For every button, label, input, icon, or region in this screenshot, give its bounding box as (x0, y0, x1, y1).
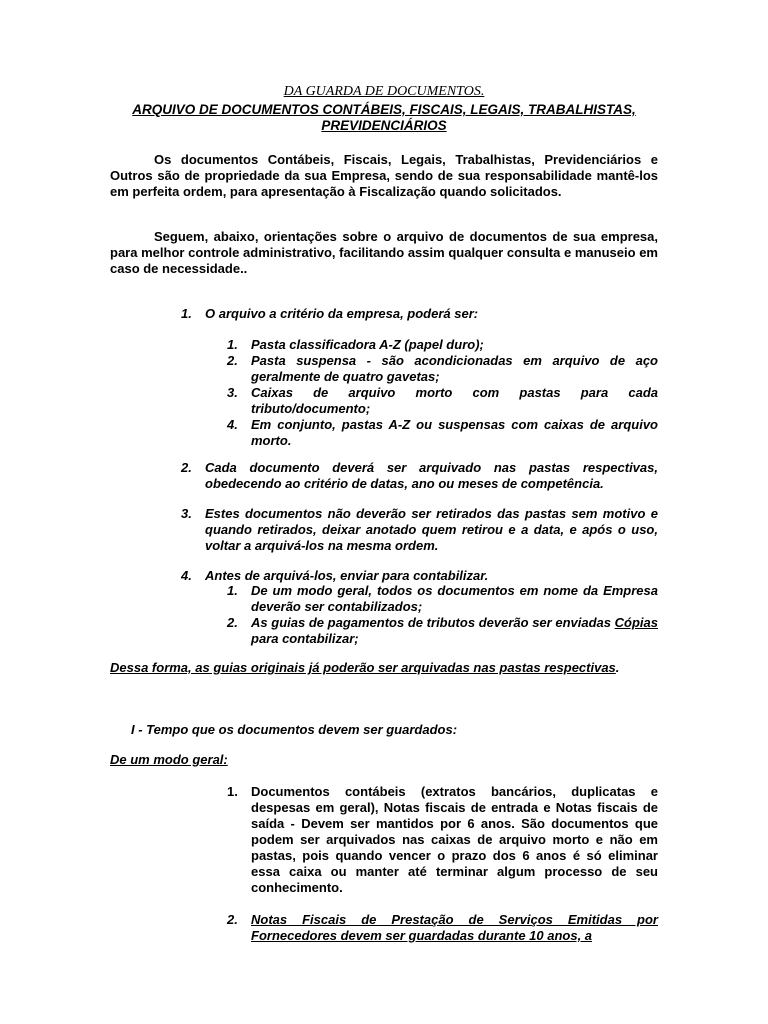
sublist-item-text: Pasta classificadora A-Z (papel duro); (251, 337, 484, 352)
document-subtitle: ARQUIVO DE DOCUMENTOS CONTÁBEIS, FISCAIS, LEGAIS, TRABALHISTAS, PREVIDENCIÁRIOS (132, 102, 636, 133)
sublist-item-text: Pasta suspensa - são acondicionadas em arquivo de aço geralmente de quatro gavetas; (251, 353, 658, 384)
sublist-accounting (227, 583, 658, 647)
sublist-item (227, 615, 658, 647)
list-item-3 (181, 506, 658, 554)
intro-paragraph-1 (110, 152, 658, 200)
sublist-item-text: De um modo geral, todos os documentos em nome da Empresa deverão ser contabilizados; (251, 583, 658, 614)
list-item-text: Antes de arquivá-los, enviar para contabilizar. (205, 568, 489, 583)
sublist-item (227, 417, 658, 449)
list-item-text: Estes documentos não deverão ser retirados das pastas sem motivo e quando retirados, deixar anotado quem retirou e a data, e após o uso, voltar a arquivá-los na mesma ordem. (205, 506, 658, 553)
list-item-number: 4. (181, 568, 192, 583)
conclusion-paragraph (110, 660, 658, 676)
list-item-text: O arquivo a critério da empresa, poderá ser: (205, 306, 479, 321)
intro-paragraph-2 (110, 229, 658, 277)
list-item-4 (181, 568, 658, 584)
intro-paragraph-2-text: Seguem, abaixo, orientações sobre o arquivo de documentos de sua empresa, para melhor controle administrativo, facilitando assim qualquer consulta e manuseio em caso de necessidade.. (110, 229, 658, 276)
retention-item-2 (227, 912, 658, 944)
sublist-item-text: Caixas de arquivo morto com pastas para cada tributo/documento; (251, 385, 658, 416)
retention-item-number: 1. (227, 784, 238, 799)
sublist-item (227, 353, 658, 385)
sublist-item (227, 385, 658, 417)
sublist-item-text: Em conjunto, pastas A-Z ou suspensas com caixas de arquivo morto. (251, 417, 658, 448)
sublist-item-text-underlined: Cópias (614, 615, 658, 630)
sublist-item-number: 2. (227, 615, 238, 630)
general-heading-text: De um modo geral: (110, 752, 228, 767)
retention-list (227, 784, 658, 944)
list-item-number: 3. (181, 506, 192, 521)
list-item-text: Cada documento deverá ser arquivado nas pastas respectivas, obedecendo ao critério de datas, ano ou meses de competência. (205, 460, 658, 491)
sublist-item (227, 583, 658, 615)
sublist-archive-options (227, 337, 658, 449)
sublist-item-number: 1. (227, 337, 238, 352)
list-item-2 (181, 460, 658, 492)
retention-item-text: Notas Fiscais de Prestação de Serviços Emitidas por Fornecedores devem ser guardadas durante 10 anos, a (251, 912, 658, 943)
retention-item-number: 2. (227, 912, 238, 927)
sublist-item-number: 2. (227, 353, 238, 368)
sublist-item (227, 337, 658, 353)
list-item-1 (181, 306, 658, 322)
list-item-number: 2. (181, 460, 192, 475)
sublist-item-number: 4. (227, 417, 238, 432)
sublist-item-number: 3. (227, 385, 238, 400)
sublist-item-text-a: As guias de pagamentos de tributos deverão ser enviadas (251, 615, 611, 630)
document-title: DA GUARDA DE DOCUMENTOS. (283, 84, 485, 99)
sublist-item-text-c: para contabilizar; (251, 631, 359, 646)
section-heading-time: I - Tempo que os documentos devem ser guardados: (131, 722, 458, 737)
general-heading (110, 752, 658, 768)
conclusion-text: Dessa forma, as guias originais já poderão ser arquivadas nas pastas respectivas (110, 660, 616, 675)
retention-item-text: Documentos contábeis (extratos bancários, duplicatas e despesas em geral), Notas fiscais de entrada e Notas fiscais de saída - Devem ser mantidos por 6 anos. São documentos que podem ser arquivados nas caixas de arquivo morto e não em pastas, pois quando vencer o prazo dos 6 anos é só eliminar essa caixa ou manter até terminar algum processo de seu conhecimento. (251, 784, 658, 895)
list-item-number: 1. (181, 306, 192, 321)
retention-item-1 (227, 784, 658, 896)
intro-paragraph-1-text: Os documentos Contábeis, Fiscais, Legais, Trabalhistas, Previdenciários e Outros são de propriedade da sua Empresa, sendo de sua responsabilidade mantê-los em perfeita ordem, para apresentação à Fiscalização quando solicitados. (110, 152, 658, 199)
conclusion-end: . (615, 660, 620, 675)
sublist-item-number: 1. (227, 583, 238, 598)
